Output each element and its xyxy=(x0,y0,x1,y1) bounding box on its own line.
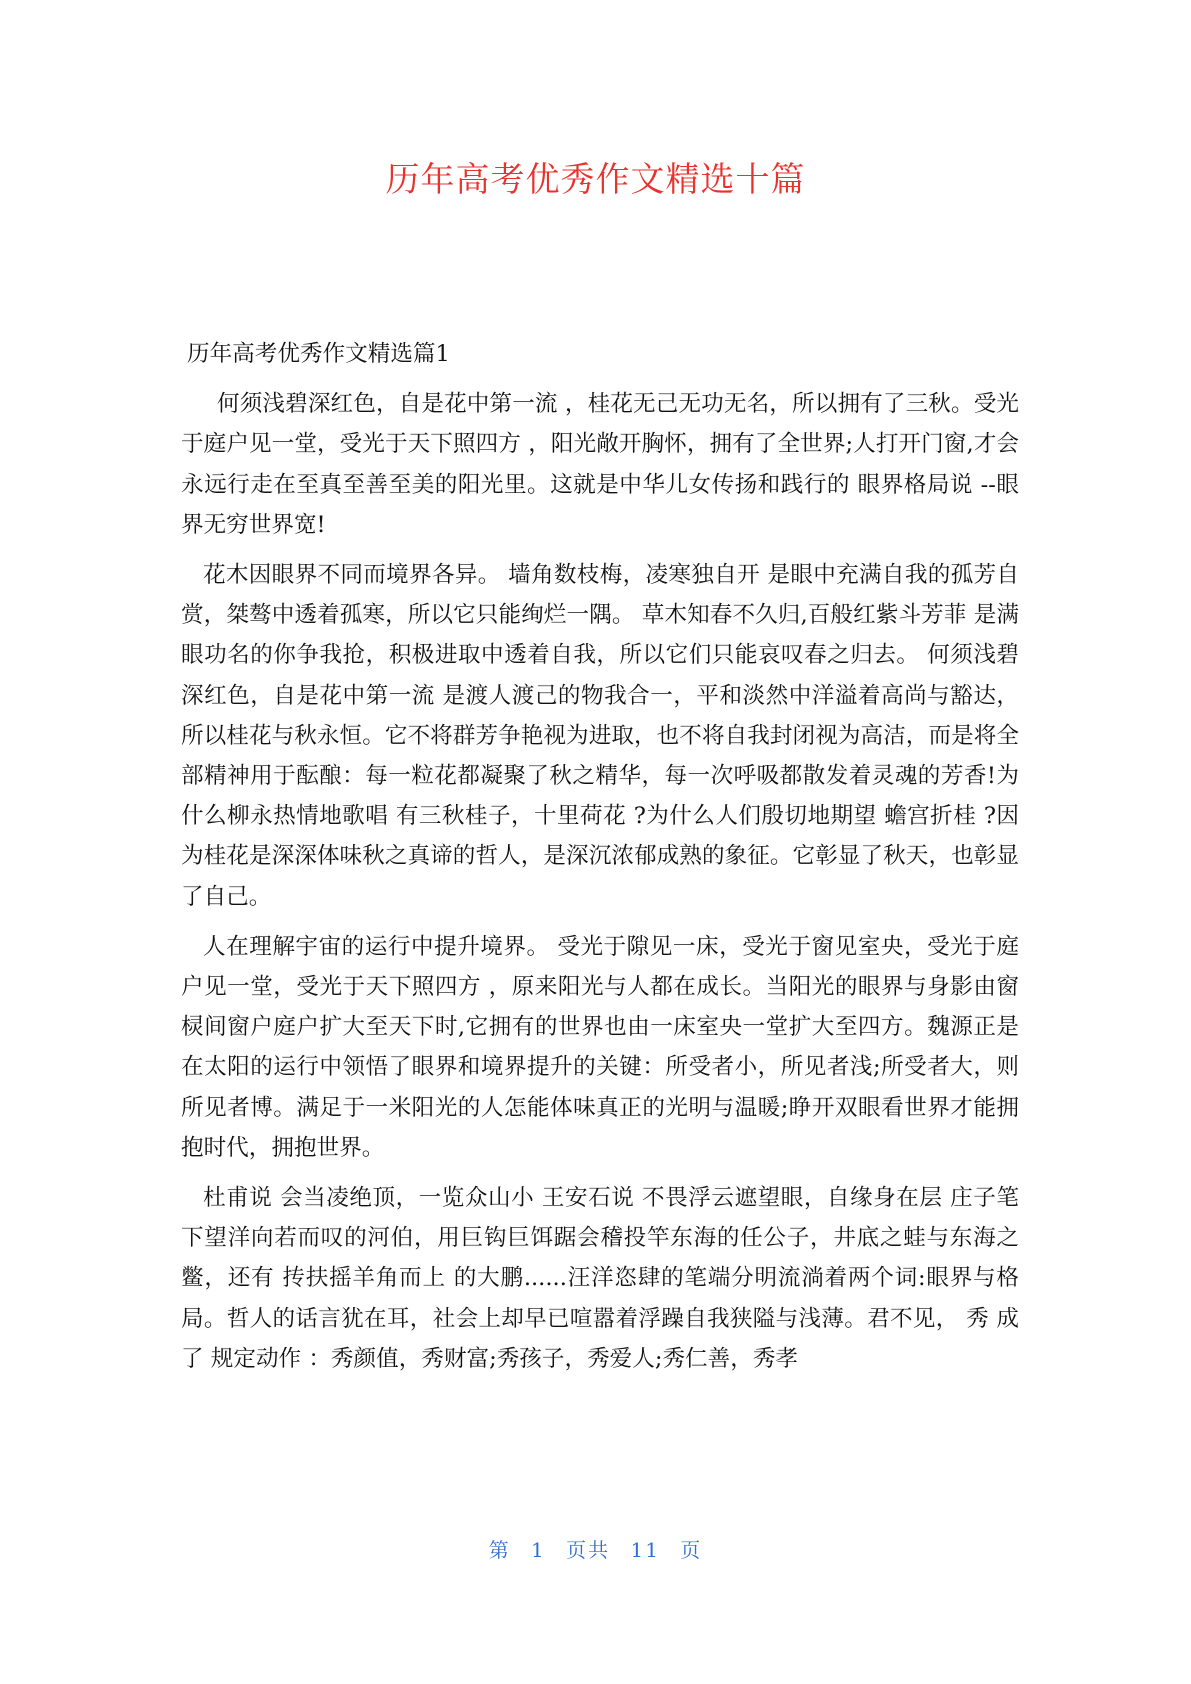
paragraph: 花木因眼界不同而境界各异。 墙角数枝梅，凌寒独自开 是眼中充满自我的孤芳自赏，桀骜中透着孤寒，所以它只能绚烂一隅。 草木知春不久归,百般红紫斗芳菲 是满眼功名的你争我抢，积极进取中透着自我，所以它们只能哀叹春之归去。 何须浅碧深红色，自是花中第一流 是渡人渡己的物我合一，平和淡然中洋溢着高尚与豁达，所以桂花与秋永恒。它不将群芳争艳视为进取，也不将自我封闭视为高洁，而是将全部精神用于酝酿：每一粒花都凝聚了秋之精华，每一次呼吸都散发着灵魂的芳香!为什么柳永热情地歌唱 有三秋桂子，十里荷花 ?为什么人们殷切地期望 蟾宫折桂 ?因为桂花是深深体味秋之真谛的哲人，是深沉浓郁成熟的象征。它彰显了秋天，也彰显了自己。 xyxy=(181,562,1019,910)
page-footer: 第 1 页共 11 页 xyxy=(488,1538,703,1562)
paragraph: 何须浅碧深红色，自是花中第一流 ，桂花无己无功无名，所以拥有了三秋。受光于庭户见一堂，受光于天下照四方 ，阳光敞开胸怀，拥有了全世界;人打开门窗,才会永远行走在至真至善至美的阳光里。这就是中华儿女传扬和践行的 眼界格局说 --眼界无穷世界宽! xyxy=(181,391,1019,538)
document-title: 历年高考优秀作文精选十篇 xyxy=(385,160,806,200)
paragraph: 人在理解宇宙的运行中提升境界。 受光于隙见一床，受光于窗见室央，受光于庭户见一堂，受光于天下照四方 ，原来阳光与人都在成长。当阳光的眼界与身影由窗棂间窗户庭户扩大至天下时,它拥有的世界也由一床室央一堂扩大至四方。魏源正是在太阳的运行中领悟了眼界和境界提升的关键：所受者小，所见者浅;所受者大，则所见者博。满足于一米阳光的人怎能体味真正的光明与温暖;睁开双眼看世界才能拥抱时代，拥抱世界。 xyxy=(181,933,1019,1161)
paragraph: 杜甫说 会当凌绝顶，一览众山小 王安石说 不畏浮云遮望眼，自缘身在层 庄子笔下望洋向若而叹的河伯，用巨钩巨饵踞会稽投竿东海的任公子，井底之蛙与东海之鳖，还有 抟扶摇羊角而上 的大鹏......汪洋恣肆的笔端分明流淌着两个词:眼界与格局。哲人的话言犹在耳，社会上却早已喧嚣着浮躁自我狭隘与浅薄。君不见， 秀 成了 规定动作 ：秀颜值，秀财富;秀孩子，秀爱人;秀仁善，秀孝 xyxy=(181,1185,1019,1372)
document-body xyxy=(181,334,1019,1389)
section-heading: 历年高考优秀作文精选篇1 xyxy=(187,341,450,367)
